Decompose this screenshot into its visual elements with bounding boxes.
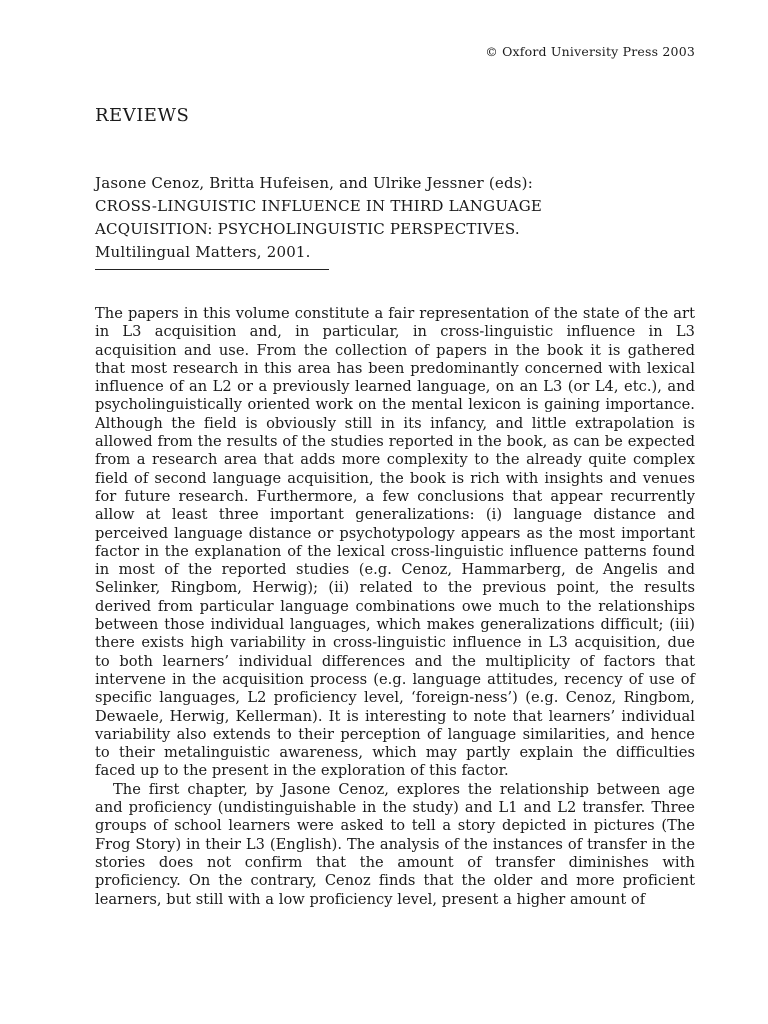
section-title: REVIEWS xyxy=(95,105,190,126)
document-page xyxy=(95,0,695,1024)
citation-title-line-1: CROSS-LINGUISTIC INFLUENCE IN THIRD LANGUAGE xyxy=(95,197,543,215)
citation-publisher: Multilingual Matters, 2001. xyxy=(95,243,311,261)
review-body xyxy=(95,305,695,909)
body-paragraph-2: The first chapter, by Jasone Cenoz, explores the relationship between age and proficiency (undistinguishable in the study) and L1 and L2 transfer. Three groups of school learners were asked to tell a story depicted in pictures (The Frog Story) in their L3 (English). The analysis of the instances of transfer in the stories does not confirm that the amount of transfer diminishes with proficiency. On the contrary, Cenoz finds that the older and more proficient learners, but still with a low proficiency level, present a higher amount of xyxy=(95,780,695,908)
citation-divider xyxy=(95,269,329,270)
book-citation xyxy=(95,172,542,264)
citation-authors: Jasone Cenoz, Britta Hufeisen, and Ulrike Jessner (eds): xyxy=(95,174,533,192)
body-paragraph-1: The papers in this volume constitute a fair representation of the state of the art in L3 acquisition and, in particular, in cross-linguistic influence in L3 acquisition and use. From the collection of papers in the book it is gathered that most research in this area has been predominantly concerned with lexical influence of an L2 or a previously learned language, on an L3 (or L4, etc.), and psycholinguistically oriented work on the mental lexicon is gaining importance. Although the field is obviously still in its infancy, and little extrapolation is allowed from the results of the studies reported in the book, as can be expected from a research area that adds more complexity to the already quite complex field of second language acquisition, the book is rich with insights and venues for future research. Furthermore, a few conclusions that appear recurrently allow at least three important generalizations: (i) language distance and perceived language distance or psychotypology appears as the most important factor in the explanation of the lexical cross-linguistic influence patterns found in most of the reported studies (e.g. Cenoz, Hammarberg, de Angelis and Selinker, Ringbom, Herwig); (ii) related to the previous point, the results derived from particular language combinations owe much to the relationships between those individual languages, which makes generalizations difficult; (iii) there exists high variability in cross-linguistic influence in L3 acquisition, due to both learners’ individual differences and the multiplicity of factors that intervene in the acquisition process (e.g. language attitudes, recency of use of specific languages, L2 proficiency level, ‘foreign-ness’) (e.g. Cenoz, Ringbom, Dewaele, Herwig, Kellerman). It is interesting to note that learners’ individual variability also extends to their perception of language similarities, and hence to their metalinguistic awareness, which may partly explain the difficulties faced up to the present in the exploration of this factor. xyxy=(95,305,695,780)
copyright-notice: © Oxford University Press 2003 xyxy=(485,44,695,59)
citation-title-line-2: ACQUISITION: PSYCHOLINGUISTIC PERSPECTIVES. xyxy=(95,220,520,238)
